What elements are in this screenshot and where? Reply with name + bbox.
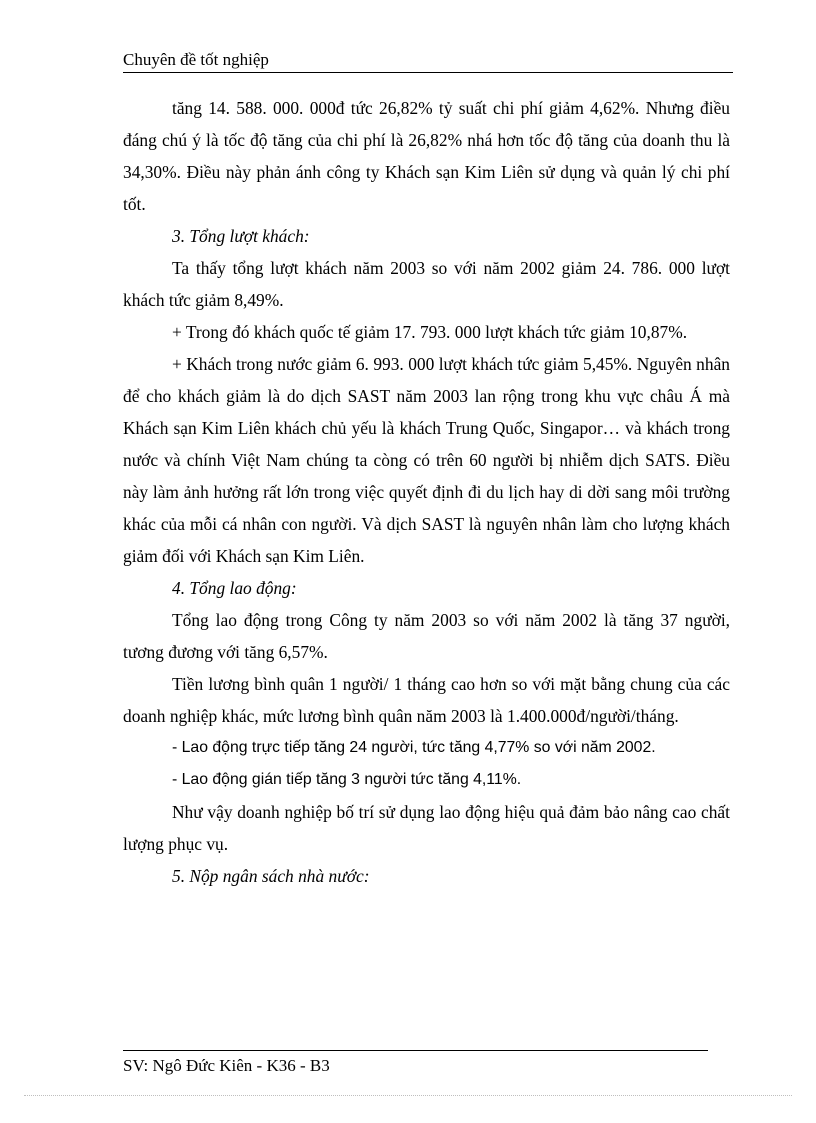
paragraph-guest-total: Ta thấy tổng lượt khách năm 2003 so với năm 2002 giảm 24. 786. 000 lượt khách tức giảm 8,49%. bbox=[123, 258, 730, 310]
section-heading-labor: 4. Tổng lao động: bbox=[172, 578, 297, 598]
paragraph-domestic-guests: + Khách trong nước giảm 6. 993. 000 lượt khách tức giảm 5,45%. Nguyên nhân để cho khách giảm là do dịch SAST năm 2003 lan rộng trong khu vực châu Á mà Khách sạn Kim Liên khách chủ yếu là khách Trung Quốc, Singapor… và khách trong nước và chính Việt Nam chúng ta còng có trên 60 người bị nhiễm dịch SATS. Điều này làm ảnh hưởng rất lớn trong việc quyết định đi du lịch hay di dời sang môi trường khác của mỗi cá nhân con người. Và dịch SAST là nguyên nhân làm cho lượng khách giảm đối với Khách sạn Kim Liên. bbox=[123, 354, 730, 566]
paragraph-international-guests: + Trong đó khách quốc tế giảm 17. 793. 000 lượt khách tức giảm 10,87%. bbox=[172, 322, 688, 342]
running-footer-author: SV: Ngô Đức Kiên - K36 - B3 bbox=[123, 1056, 330, 1075]
header-divider bbox=[123, 72, 733, 73]
section-heading-guest-total: 3. Tổng lượt khách: bbox=[172, 226, 310, 246]
running-header-title: Chuyên đề tốt nghiệp bbox=[123, 50, 269, 69]
footer-divider bbox=[123, 1050, 708, 1051]
paragraph-indirect-labor: - Lao động gián tiếp tăng 3 người tức tăng 4,11%. bbox=[172, 771, 522, 788]
paragraph-cost-analysis: tăng 14. 588. 000. 000đ tức 26,82% tỷ suất chi phí giảm 4,62%. Nhưng điều đáng chú ý là tốc độ tăng của chi phí là 26,82% nhá hơn tốc độ tăng của doanh thu là 34,30%. Điều này phản ánh công ty Khách sạn Kim Liên sử dụng và quản lý chi phí tốt. bbox=[123, 98, 730, 214]
paragraph-labor-conclusion: Như vậy doanh nghiệp bố trí sử dụng lao động hiệu quả đảm bảo nâng cao chất lượng phục vụ. bbox=[123, 802, 730, 854]
page-bottom-edge bbox=[24, 1095, 792, 1096]
paragraph-direct-labor: - Lao động trực tiếp tăng 24 người, tức tăng 4,77% so với năm 2002. bbox=[172, 739, 656, 756]
section-heading-state-budget: 5. Nộp ngân sách nhà nước: bbox=[172, 866, 370, 886]
paragraph-labor-total: Tổng lao động trong Công ty năm 2003 so với năm 2002 là tăng 37 người, tương đương với tăng 6,57%. bbox=[123, 610, 730, 662]
document-body bbox=[123, 92, 730, 892]
paragraph-average-salary: Tiền lương bình quân 1 người/ 1 tháng cao hơn so với mặt bằng chung của các doanh nghiệp khác, mức lương bình quân năm 2003 là 1.400.000đ/người/tháng. bbox=[123, 674, 730, 726]
